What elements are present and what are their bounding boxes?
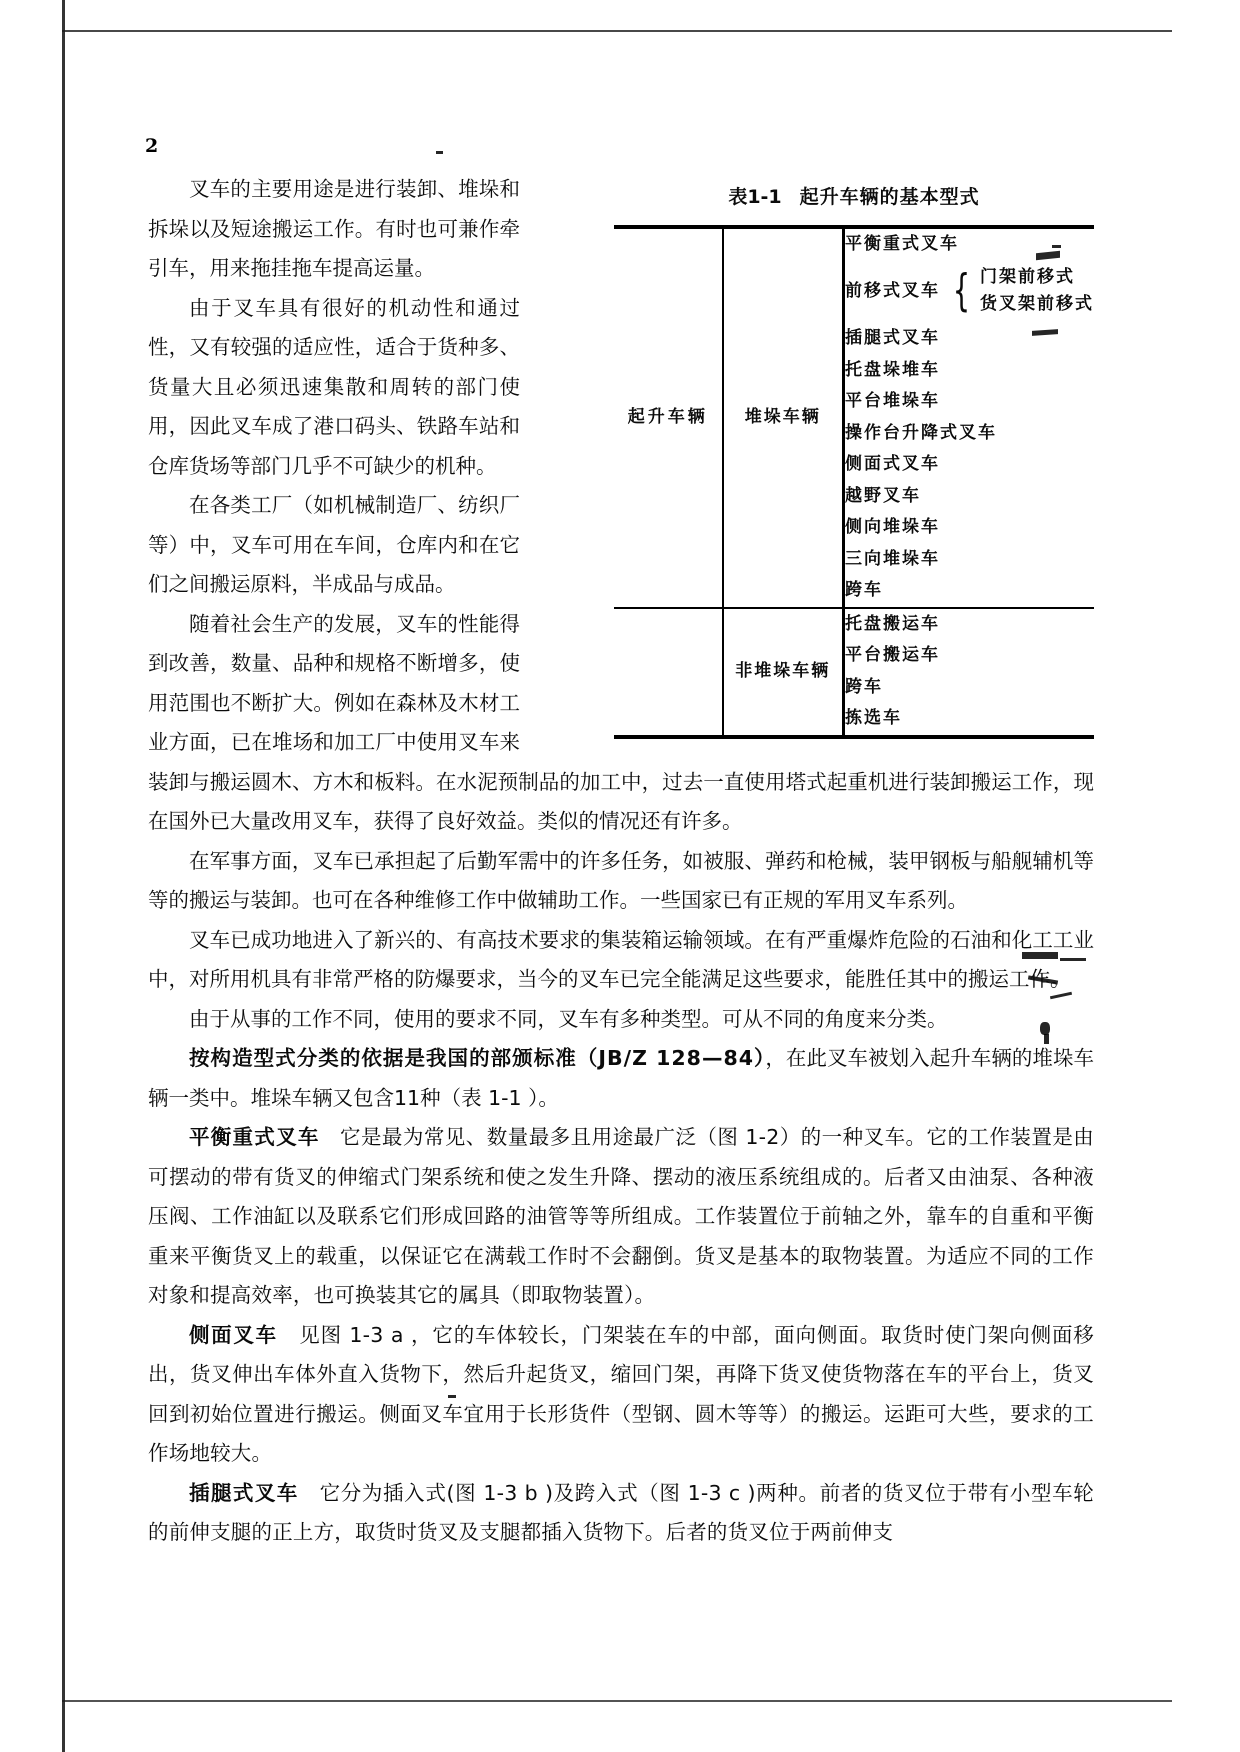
table-caption (546, 178, 1094, 218)
paragraph-5: 在军事方面，叉车已承担起了后勤军需中的许多任务，如被服、弹药和枪械，装甲钢板与船舰辅机等等的搬运与装卸。也可在各种维修工作中做辅助工作。一些国家已有正规的军用叉车系列。 (148, 848, 1094, 912)
item-label: 平衡重式叉车 (845, 233, 959, 254)
item-subtype-list (980, 264, 1094, 318)
list-item (845, 386, 1094, 418)
table-cell-category-name: 非堆垛车辆 (723, 608, 844, 737)
item-label: 三向堆垛车 (845, 548, 940, 569)
scan-edge-left-border (62, 0, 65, 1752)
section-side-loading-forklift (148, 1316, 1094, 1474)
paragraph-3: 在各类工厂（如机械制造厂、纺织厂等）中，叉车可用在车间，仓库内和在它们之间搬运原料，半成品与成品。 (148, 493, 520, 596)
list-item (845, 609, 1094, 641)
non-stacking-vehicle-list (845, 609, 1094, 735)
list-item (845, 575, 1094, 607)
item-subtype-label: 货叉架前移式 (980, 294, 1094, 314)
list-item (845, 355, 1094, 387)
page-body-text (148, 170, 1094, 1553)
table-cell-items (844, 227, 1095, 608)
list-item (845, 481, 1094, 513)
paragraph-6: 叉车已成功地进入了新兴的、有高技术要求的集装箱运输领域。在有严重爆炸危险的石油和化工工业中，对所用机具有非常严格的防爆要求，当今的叉车已完全能满足这些要求，能胜任其中的搬运工作。 (148, 927, 1094, 991)
item-label: 侧向堆垛车 (845, 517, 940, 537)
list-item (845, 449, 1094, 481)
section-heading: 插腿式叉车 (189, 1480, 299, 1505)
list-item (845, 703, 1094, 735)
table-caption-text: 起升车辆的基本型式 (799, 186, 980, 208)
item-label: 前移式叉车 (845, 280, 940, 301)
item-label: 拣选车 (845, 708, 902, 728)
paragraph-4: 随着社会生产的发展，叉车的性能得到改善，数量、品种和规格不断增多，使用范围也不断扩大。例如在森林及木材工业方面，已在堆场和加工厂中使用叉车来装卸与搬运圆木、方木和板料。在水泥预制品的加工中，过去一直使用塔式起重机进行装卸搬运工作，现在国外已大量改用叉车，获得了良好效益。类似的情况还有许多。 (148, 611, 1094, 833)
scan-edge-top-border (62, 30, 1172, 32)
list-item (845, 512, 1094, 544)
table-caption-label: 表1-1 (728, 186, 782, 208)
item-label: 插腿式叉车 (845, 328, 940, 348)
item-label: 跨车 (845, 676, 883, 697)
lifting-vehicle-types-table (614, 225, 1094, 739)
section-text: 它是最为常见、数量最多且用途最广泛（图 1-2）的一种叉车。它的工作装置是由可摆动的带有货叉的伸缩式门架系统和使之发生升降、摆动的液压系统组成的。后者又由油泵、各种液压阀、工作油缸以及联系它们形成回路的油管等等所组成。工作装置位于前轴之外，靠车的自重和平衡重来平衡货叉上的载重，以保证它在满载工作时不会翻倒。货叉是基本的取物装置。为适应不同的工作对象和提高效率，也可换装其它的属具（即取物装置）。 (148, 1125, 1094, 1307)
table-cell-group-label-empty (614, 608, 723, 737)
list-item (845, 544, 1094, 576)
standard-rest-text: ，在此叉车被划入起升车辆的堆垛车辆一类中。堆垛车辆又包含11种（表 1-1 ）。 (148, 1046, 1095, 1110)
stacking-vehicle-list (845, 229, 1094, 607)
table-figure (546, 178, 1094, 739)
section-text: 见图 1-3 a ，它的车体较长，门架装在车的中部，面向侧面。取货时使门架向侧面移出，货叉伸出车体外直入货物下，然后升起货叉，缩回门架，再降下货叉使货物落在车的平台上，货叉回到初始位置进行搬运。侧面叉车宜用于长形货件（型钢、圆木等等）的搬运。运距可大些，要求的工作场地较大。 (148, 1322, 1095, 1465)
page-number: 2 (145, 135, 159, 157)
item-label: 跨车 (845, 580, 883, 600)
table-cell-group-label: 起升车辆 (614, 227, 723, 608)
item-label: 平台堆垛车 (845, 391, 940, 411)
scan-edge-bottom-border (62, 1700, 1172, 1702)
item-label: 侧面式叉车 (845, 454, 940, 474)
scan-artifact-speck (436, 151, 443, 154)
section-counterbalanced-forklift (148, 1118, 1094, 1316)
item-label: 操作台升降式叉车 (845, 422, 997, 443)
brace-glyph: { (952, 265, 972, 316)
section-straddle-leg-forklift (148, 1474, 1094, 1553)
section-heading: 侧面叉车 (189, 1322, 278, 1347)
list-item (845, 260, 1094, 323)
item-subtype-label: 门架前移式 (980, 267, 1075, 287)
table-row (614, 608, 1094, 737)
table-cell-items (844, 608, 1095, 737)
list-item (845, 323, 1094, 355)
item-label: 托盘搬运车 (845, 613, 940, 634)
paragraph-standard (148, 1039, 1094, 1118)
list-item (845, 418, 1094, 450)
paragraph-7: 由于从事的工作不同，使用的要求不同，叉车有多种类型。可从不同的角度来分类。 (189, 1006, 948, 1031)
paragraph-1: 叉车的主要用途是进行装卸、堆垛和拆垛以及短途搬运工作。有时也可兼作牵引车，用来拖挂拖车提高运量。 (148, 177, 520, 280)
standard-bold-text: 按构造型式分类的依据是我国的部颁标准（JB/Z 128—84） (189, 1046, 766, 1070)
item-label: 越野叉车 (845, 485, 921, 506)
list-item (845, 640, 1094, 672)
section-heading: 平衡重式叉车 (189, 1125, 320, 1149)
list-item (845, 672, 1094, 704)
item-label: 托盘垛堆车 (845, 359, 940, 380)
paragraph-2: 由于叉车具有很好的机动性和通过性，又有较强的适应性，适合于货种多、货量大且必须迅速集散和周转的部门使用，因此叉车成了港口码头、铁路车站和仓库货场等部门几乎不可缺少的机种。 (148, 295, 520, 478)
table-cell-category-name: 堆垛车辆 (723, 227, 844, 608)
item-label: 平台搬运车 (845, 645, 940, 665)
list-item (845, 229, 1094, 261)
table-row (614, 227, 1094, 608)
item-with-subtypes (845, 264, 1094, 318)
section-text: 它分为插入式(图 1-3 b )及跨入式（图 1-3 c )两种。前者的货叉位于带有小型车轮的前伸支腿的正上方，取货时货叉及支腿都插入货物下。后者的货叉位于两前伸支 (148, 1480, 1095, 1544)
